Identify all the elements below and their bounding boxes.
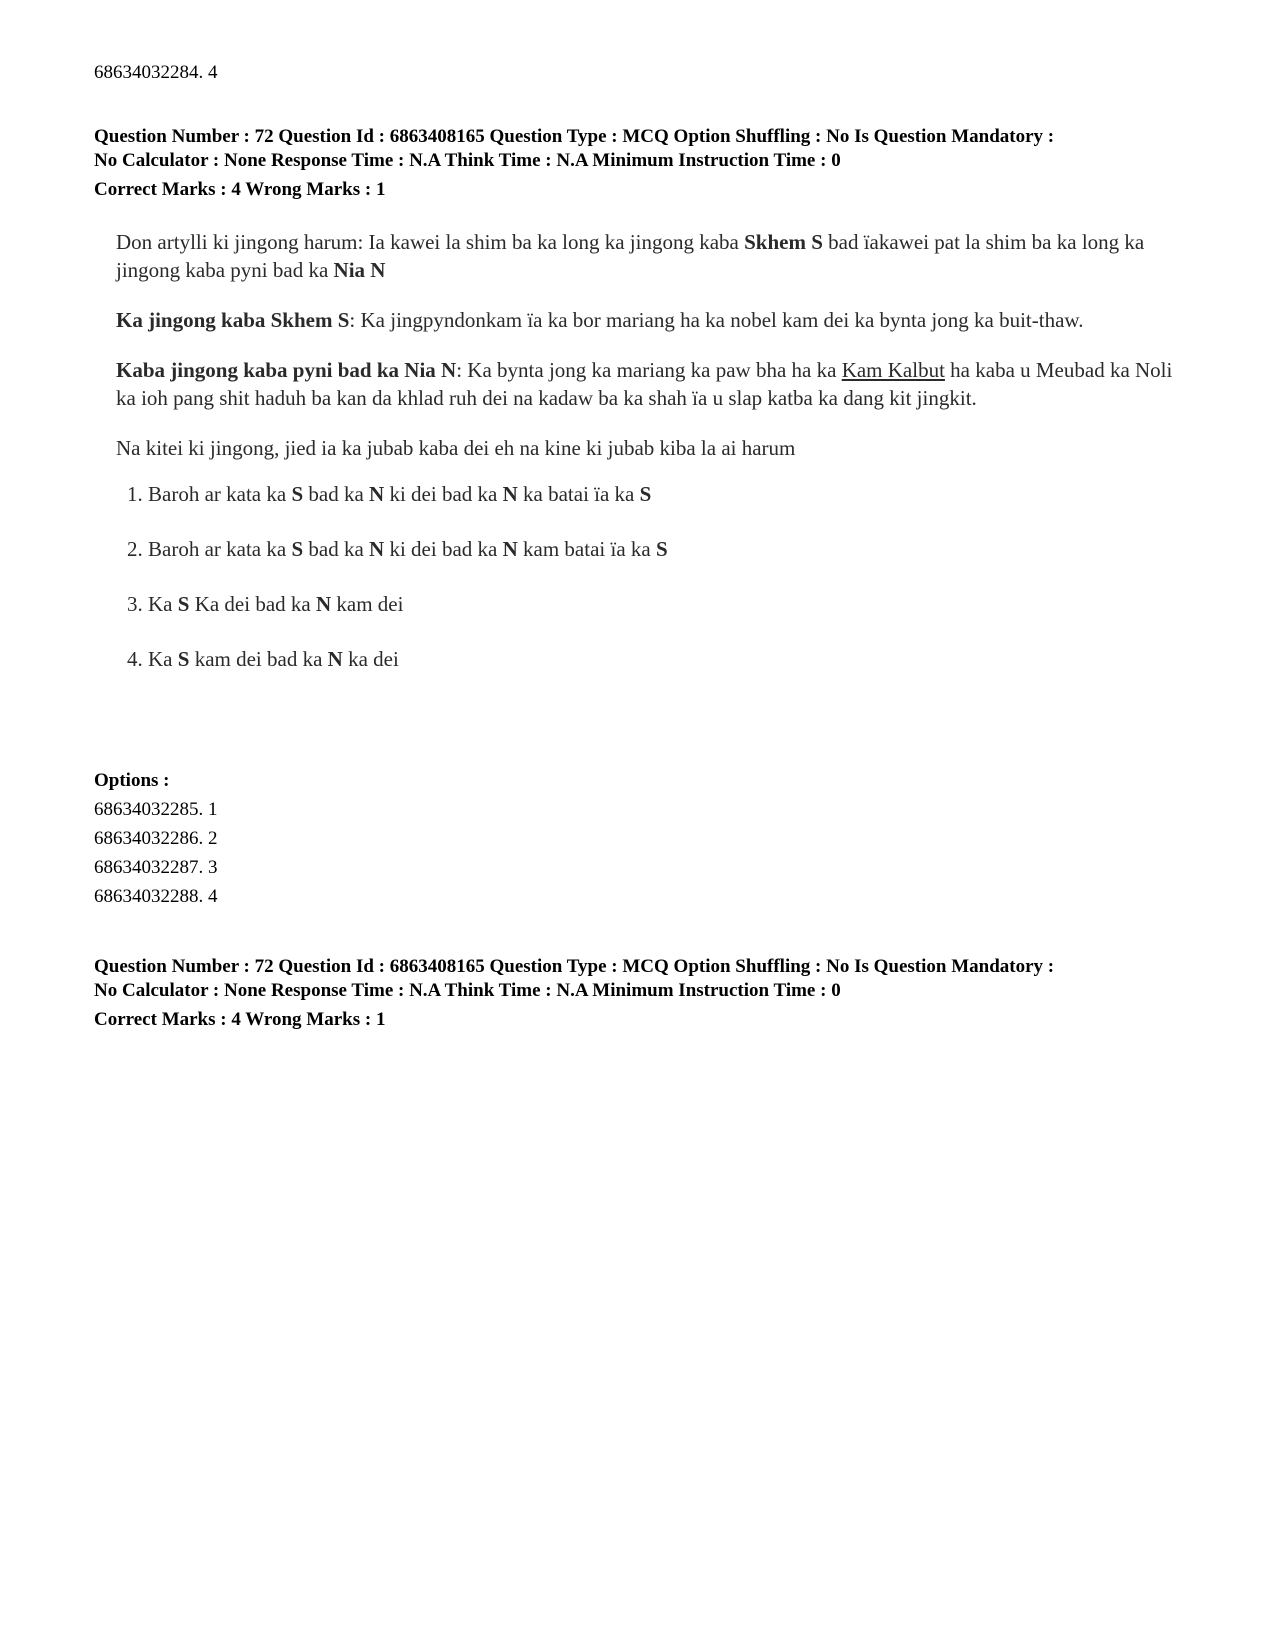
question-marks: Correct Marks : 4 Wrong Marks : 1	[94, 1009, 386, 1030]
statement-n-label: Kaba jingong kaba pyni bad ka Nia N	[116, 358, 457, 382]
statement-n: Kaba jingong kaba pyni bad ka Nia N: Ka bynta jong ka mariang ka paw bha ha ka Kam Kalbut ha kaba u Meubad ka Noli ka ioh pang shit haduh ba kan da khlad ruh dei na kadaw ba ka shah ïa u slap katba ka dang kit jingkit.	[116, 358, 1173, 410]
option-item: 68634032287. 3	[94, 857, 218, 878]
question-meta-line-1: Question Number : 72 Question Id : 6863408165 Question Type : MCQ Option Shuffling : No Is Question Mandatory :	[94, 956, 1055, 977]
option-item: 68634032286. 2	[94, 828, 218, 849]
question-meta-line-2: No Calculator : None Response Time : N.A Think Time : N.A Minimum Instruction Time : 0	[94, 980, 841, 1001]
options-block	[94, 766, 218, 911]
question-meta-line-2: No Calculator : None Response Time : N.A Think Time : N.A Minimum Instruction Time : 0	[94, 150, 841, 171]
option-item: 68634032285. 1	[94, 799, 218, 820]
next-question-header	[94, 955, 1194, 1032]
question-header	[94, 125, 1194, 202]
choice-list	[116, 480, 1186, 673]
option-item: 68634032288. 4	[94, 886, 218, 907]
statement-s-label: Ka jingong kaba Skhem S	[116, 308, 350, 332]
choice-item: 4. Ka S kam dei bad ka N ka dei	[148, 645, 1186, 673]
previous-option-line: 68634032284. 4	[94, 62, 218, 83]
question-meta-line-1: Question Number : 72 Question Id : 6863408165 Question Type : MCQ Option Shuffling : No Is Question Mandatory :	[94, 126, 1055, 147]
choice-item: 3. Ka S Ka dei bad ka N kam dei	[148, 590, 1186, 618]
options-title: Options :	[94, 770, 170, 791]
question-marks: Correct Marks : 4 Wrong Marks : 1	[94, 179, 386, 200]
choice-item: 2. Baroh ar kata ka S bad ka N ki dei bad ka N kam batai ïa ka S	[148, 535, 1186, 563]
choice-item: 1. Baroh ar kata ka S bad ka N ki dei bad ka N ka batai ïa ka S	[148, 480, 1186, 508]
statement-s: Ka jingong kaba Skhem S: Ka jingpyndonkam ïa ka bor mariang ha ka nobel kam dei ka bynta jong ka buit-thaw.	[116, 308, 1084, 332]
question-intro: Don artylli ki jingong harum: Ia kawei la shim ba ka long ka jingong kaba Skhem S bad ïakawei pat la shim ba ka long ka jingong kaba pyni bad ka Nia N	[116, 230, 1145, 282]
question-prompt: Na kitei ki jingong, jied ia ka jubab kaba dei eh na kine ki jubab kiba la ai harum	[116, 436, 796, 460]
question-body	[116, 228, 1186, 700]
